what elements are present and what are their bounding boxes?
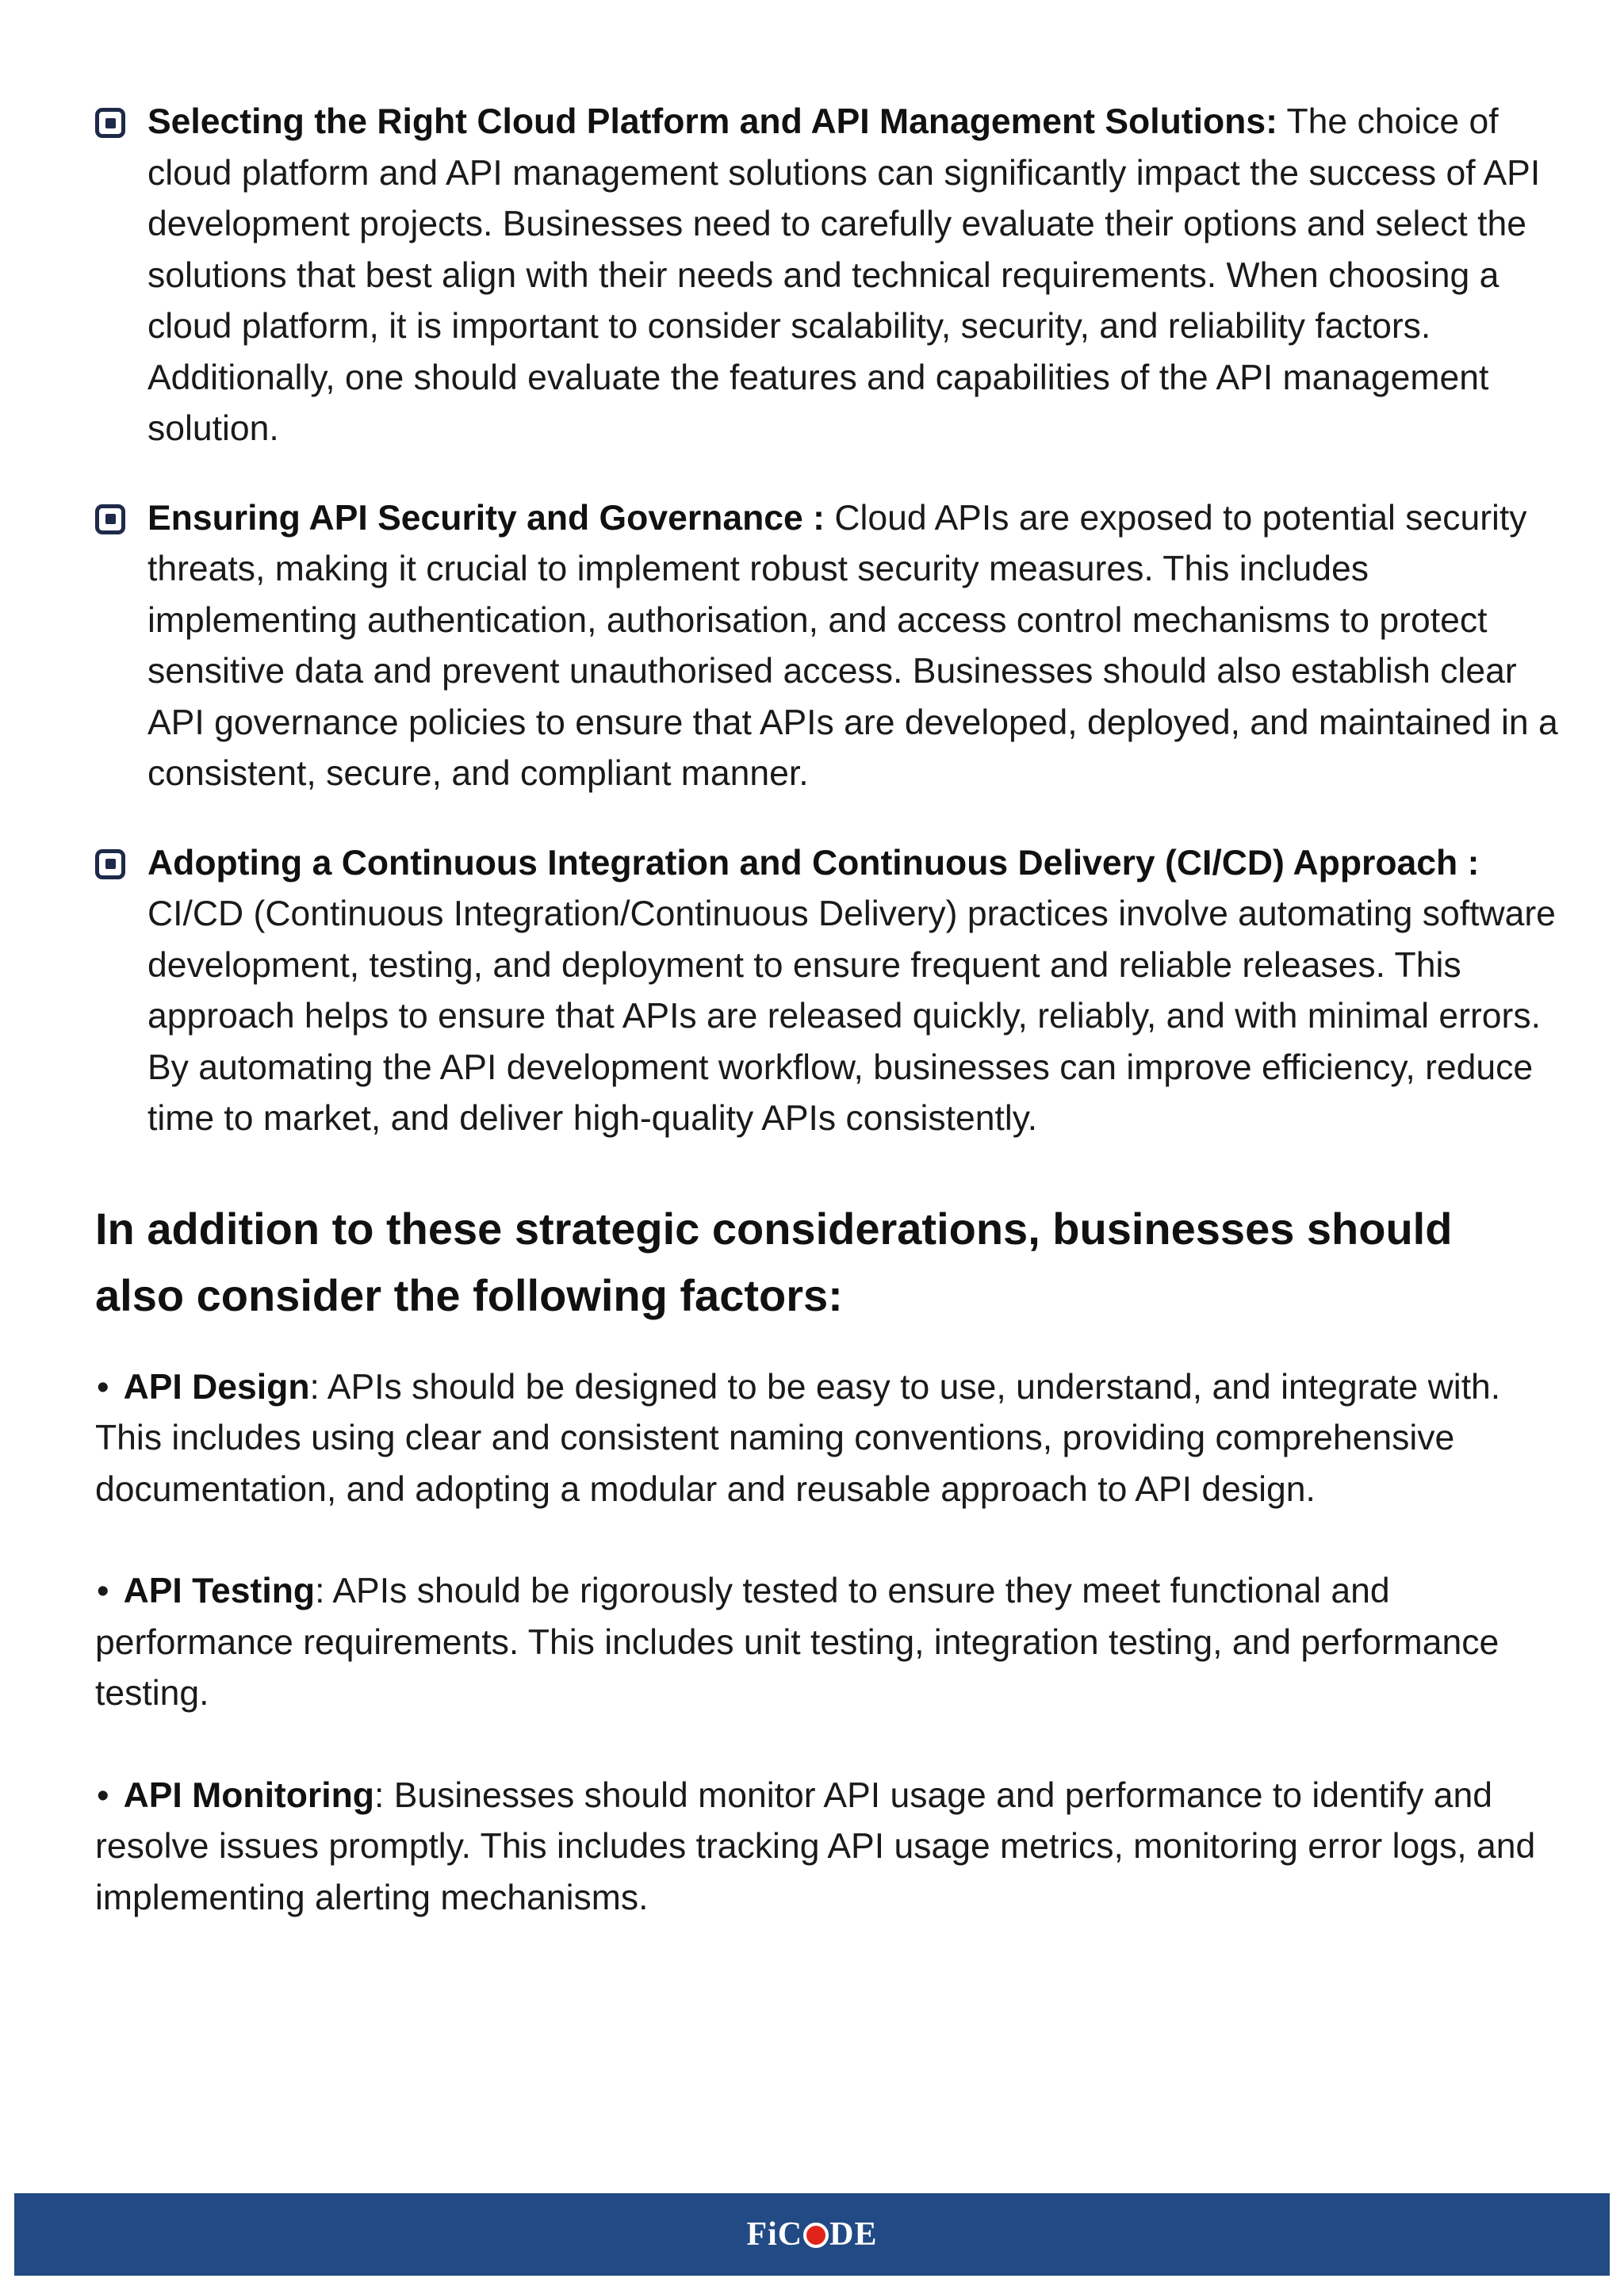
factor-item-api-testing	[95, 1566, 1570, 1720]
factor-text: : APIs should be rigorously tested to ensure they meet functional and performance requirements. This includes unit testing, integration testing, and performance testing.	[95, 1572, 1500, 1713]
logo-red-circle-icon	[803, 2223, 829, 2248]
factor-term: API Monitoring	[123, 1775, 374, 1815]
factor-term: API Design	[123, 1367, 310, 1407]
strategy-item-security-governance	[95, 493, 1570, 800]
logo-letters-de: DE	[829, 2216, 878, 2253]
square-bullet-icon	[95, 504, 125, 534]
strategy-term: Selecting the Right Cloud Platform and API Management Solutions:	[147, 102, 1277, 141]
strategy-term: Adopting a Continuous Integration and Continuous Delivery (CI/CD) Approach :	[147, 843, 1480, 883]
strategy-text: Cloud APIs are exposed to potential security threats, making it crucial to implement robust security measures. This includes implementing authentication, authorisation, and access control mechanisms to protect sensitive data and prevent unauthorised access. Businesses should also establish clear API governance policies to ensure that APIs are developed, deployed, and maintained in a consistent, secure, and compliant manner.	[147, 498, 1558, 793]
factor-item-api-design	[95, 1362, 1570, 1516]
strategy-term: Ensuring API Security and Governance :	[147, 498, 825, 538]
factor-text: : Businesses should monitor API usage and performance to identify and resolve issues promptly. This includes tracking API usage metrics, monitoring error logs, and implementing alerting mechanisms.	[95, 1775, 1536, 1917]
strategy-text: CI/CD (Continuous Integration/Continuous Delivery) practices involve automating software development, testing, and deployment to ensure frequent and reliable releases. This approach helps to ensure that APIs are released quickly, reliably, and with minimal errors. By automating the API development workflow, businesses can improve efficiency, reduce time to market, and deliver high-quality APIs consistently.	[147, 894, 1556, 1138]
factor-item-api-monitoring	[95, 1771, 1570, 1924]
strategy-item-cloud-platform	[95, 97, 1570, 455]
logo-letters-fic: FiC	[746, 2216, 803, 2253]
square-bullet-icon	[95, 108, 125, 138]
footer-bar	[14, 2193, 1610, 2276]
square-bullet-icon	[95, 849, 125, 879]
factor-text: : APIs should be designed to be easy to use, understand, and integrate with. This includes using clear and consistent naming conventions, providing comprehensive documentation, and adopting a modular and reusable approach to API design.	[95, 1367, 1501, 1509]
strategy-item-ci-cd	[95, 838, 1570, 1145]
section-heading: In addition to these strategic considerations, businesses should also consider the following factors:	[95, 1203, 1453, 1320]
factor-term: API Testing	[123, 1572, 316, 1610]
ficode-logo	[746, 2215, 877, 2253]
bullet-dot-icon: •	[97, 1775, 109, 1815]
bullet-dot-icon: •	[97, 1572, 109, 1610]
page-content	[95, 97, 1570, 1974]
bullet-dot-icon: •	[97, 1367, 109, 1407]
strategy-text: The choice of cloud platform and API management solutions can significantly impact the success of API development projects. Businesses need to carefully evaluate their options and select the solutions that best align with their needs and technical requirements. When choosing a cloud platform, it is important to consider scalability, security, and reliability factors. Additionally, one should evaluate the features and capabilities of the API management solution.	[147, 102, 1541, 448]
